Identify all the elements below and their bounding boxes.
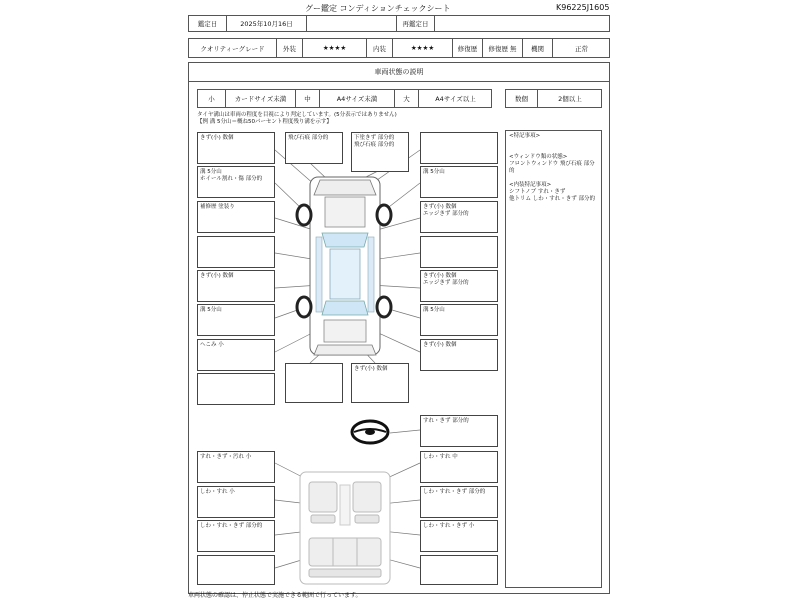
window-item: フロントウィンドウ 飛び石痕 部分的 [509,161,595,174]
exterior-box-right-2: 溝 5分山 [420,166,498,198]
interior-remarks-heading: <内装特記事項> [509,182,552,188]
window-heading: <ウィンドウ類の状態> [509,154,568,160]
exterior-box-right-6: 溝 5分山 [420,304,498,336]
exterior-box-right-4 [420,236,498,268]
interior-box-left-2: しわ・すれ 小 [197,486,275,518]
exterior-box-right-5: きず(小) 数個 エッジきず 部分的 [420,270,498,302]
remarks-heading: <特記事項> [509,133,541,139]
footer-note: 車両状態の確認は、停止状態で実施できる範囲で行っています。 [188,592,362,599]
exterior-box-left-6: 溝 5分山 [197,304,275,336]
exterior-box-bottom-1 [285,363,343,403]
wheel-front-left [297,205,311,225]
car-interior-diagram [295,470,395,588]
exterior-box-left-2: 溝 5分山 ホイール割れ・傷 部分的 [197,166,275,198]
interior-box-left-3: しわ・すれ・きず 部分的 [197,520,275,552]
car-exterior-diagram [290,175,400,360]
interior-box-steering: すれ・きず 部分的 [420,415,498,447]
tire-note-1: タイヤ溝山は車両の程度を目視により判定しています。(5分表示ではありません) [197,112,397,118]
wheel-rear-right [377,297,391,317]
interior-box-right-2: しわ・すれ・きず 部分的 [420,486,498,518]
engine-label: 機関 [523,39,553,57]
repair-value: 修復歴 無 [483,39,523,57]
steering-wheel-icon [350,418,390,446]
legend-count: 数個 [506,90,538,107]
legend-small: 小 [198,90,226,107]
exterior-stars: ★★★★ [303,39,367,57]
interior-remarks-item-1: シフトノブ すれ・きず [509,189,566,195]
exterior-label: 外装 [277,39,303,57]
exterior-box-left-4 [197,236,275,268]
date-value: 2025年10月16日 [227,16,307,31]
exterior-box-right-3: きず(小) 数個 エッジきず 部分的 [420,201,498,233]
exterior-box-top-2: 下塗きず 部分的 飛び石痕 部分的 [351,132,409,172]
tire-note-2: 【例 溝 5分山＝概ね50パーセント程度残り溝を示す】 [197,119,332,125]
interior-box-right-1: しわ・すれ 中 [420,451,498,483]
interior-box-right-3: しわ・すれ・きず 小 [420,520,498,552]
interior-label: 内装 [367,39,393,57]
wheel-rear-left [297,297,311,317]
exterior-box-left-5: きず(小) 数個 [197,270,275,302]
interior-box-left-1: すれ・きず・汚れ 小 [197,451,275,483]
sheet-title: グー鑑定 コンディションチェックシート [305,4,451,13]
wheel-front-right [377,205,391,225]
legend-count-desc: 2個以上 [558,95,582,103]
exterior-box-top-1: 飛び石痕 部分的 [285,132,343,164]
legend-large: 大 [395,90,419,107]
interior-box-right-4 [420,555,498,585]
legend-medium-desc: A4サイズ未満 [320,90,395,107]
legend-small-desc: カードサイズ未満 [226,90,296,107]
reappraisal-label: 再鑑定日 [397,16,435,31]
exterior-box-left-8 [197,373,275,405]
engine-value: 正常 [575,44,588,53]
legend-medium: 中 [296,90,320,107]
interior-box-left-4 [197,555,275,585]
exterior-box-left-7: へこみ 小 [197,339,275,371]
date-label: 鑑定日 [189,16,227,31]
interior-remarks-item-2: 他トリム しわ・すれ・きず 部分的 [509,196,595,202]
section-title: 車両状態の説明 [374,67,424,76]
interior-stars: ★★★★ [393,39,453,57]
exterior-box-right-7: きず(小) 数個 [420,339,498,371]
grade-label: クオリティーグレード [189,39,277,57]
sheet-id: K96225J1605 [556,3,610,12]
exterior-box-left-1: きず(小) 数個 [197,132,275,164]
exterior-box-left-3: 補修歴 塗装り [197,201,275,233]
legend-large-desc: A4サイズ以上 [435,95,476,103]
repair-label: 修復歴 [453,39,483,57]
exterior-box-right-1 [420,132,498,164]
exterior-box-bottom-2: きず(小) 数個 [351,363,409,403]
